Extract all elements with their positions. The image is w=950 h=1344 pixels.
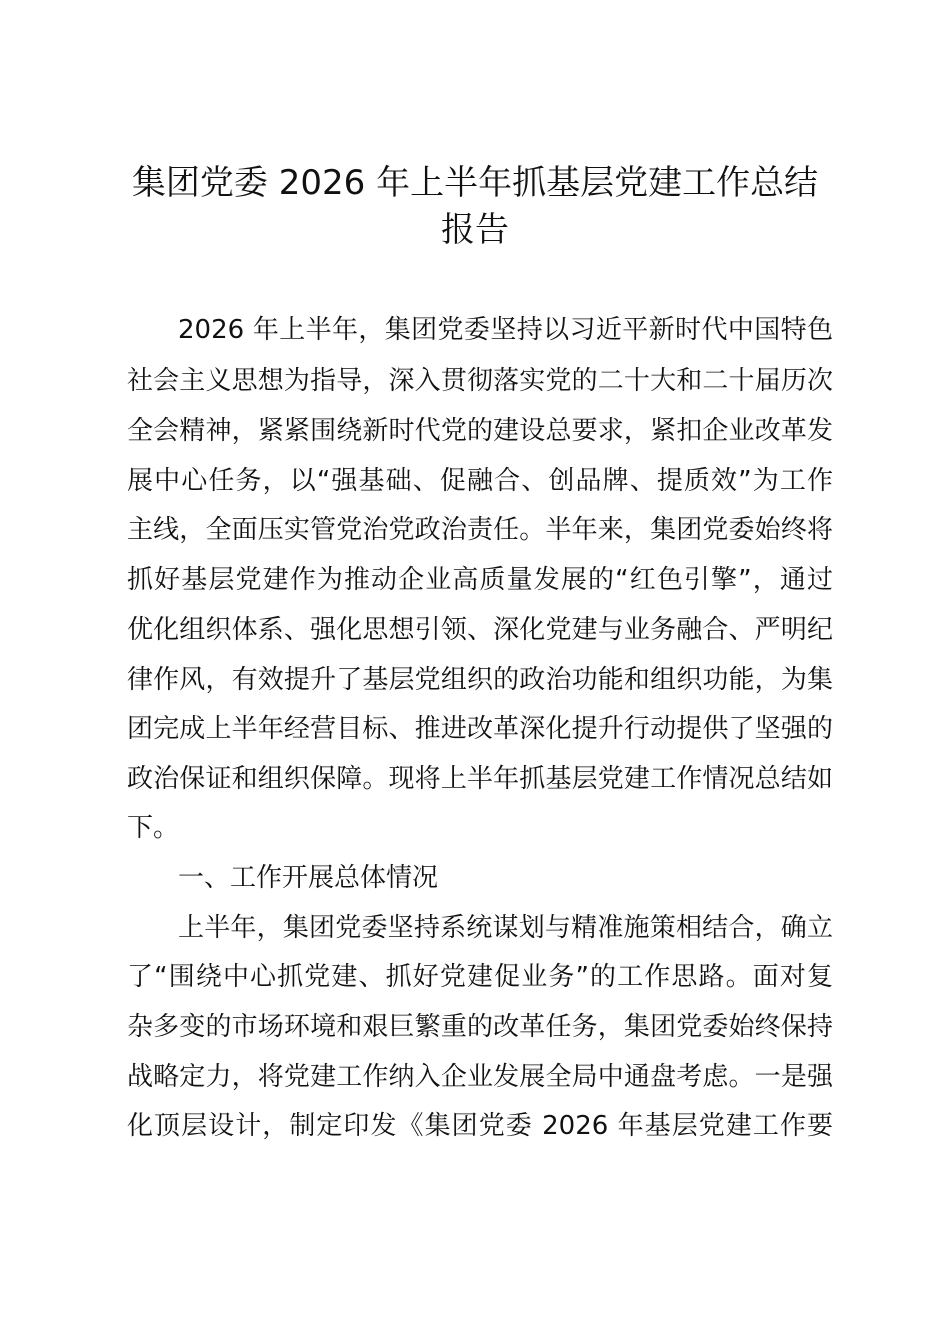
section-heading: 一、工作开展总体情况	[178, 863, 439, 893]
paragraph-1-line: 抓好基层党建作为推动企业高质量发展的“红色引擎”，通过	[127, 565, 833, 595]
paragraph-1-line: 2026 年上半年，集团党委坚持以习近平新时代中国特色	[178, 315, 833, 345]
paragraph-1-line: 律作风，有效提升了基层党组织的政治功能和组织功能，为集	[127, 665, 833, 695]
paragraph-1-line: 政治保证和组织保障。现将上半年抓基层党建工作情况总结如	[127, 764, 833, 794]
paragraph-2-line: 了“围绕中心抓党建、抓好党建促业务”的工作思路。面对复	[127, 962, 833, 992]
paragraph-2-line: 战略定力，将党建工作纳入企业发展全局中通盘考虑。一是强	[127, 1062, 833, 1092]
paragraph-1-line: 优化组织体系、强化思想引领、深化党建与业务融合、严明纪	[127, 615, 833, 645]
paragraph-2-line: 化顶层设计，制定印发《集团党委 2026 年基层党建工作要	[127, 1111, 833, 1141]
paragraph-1-line: 下。	[127, 813, 180, 843]
paragraph-1-line: 全会精神，紧紧围绕新时代党的建设总要求，紧扣企业改革发	[127, 416, 833, 446]
paragraph-1-line: 团完成上半年经营目标、推进改革深化提升行动提供了坚强的	[127, 714, 833, 744]
document-title-line-2: 报告	[441, 210, 509, 250]
paragraph-1-line: 社会主义思想为指导，深入贯彻落实党的二十大和二十届历次	[127, 366, 833, 396]
paragraph-1-line: 展中心任务，以“强基础、促融合、创品牌、提质效”为工作	[127, 466, 833, 496]
paragraph-1-line: 主线，全面压实管党治党政治责任。半年来，集团党委始终将	[127, 515, 833, 545]
paragraph-2-line: 上半年，集团党委坚持系统谋划与精准施策相结合，确立	[178, 913, 833, 943]
paragraph-2-line: 杂多变的市场环境和艰巨繁重的改革任务，集团党委始终保持	[127, 1012, 833, 1042]
document-title-line-1: 集团党委 2026 年上半年抓基层党建工作总结	[131, 163, 819, 203]
